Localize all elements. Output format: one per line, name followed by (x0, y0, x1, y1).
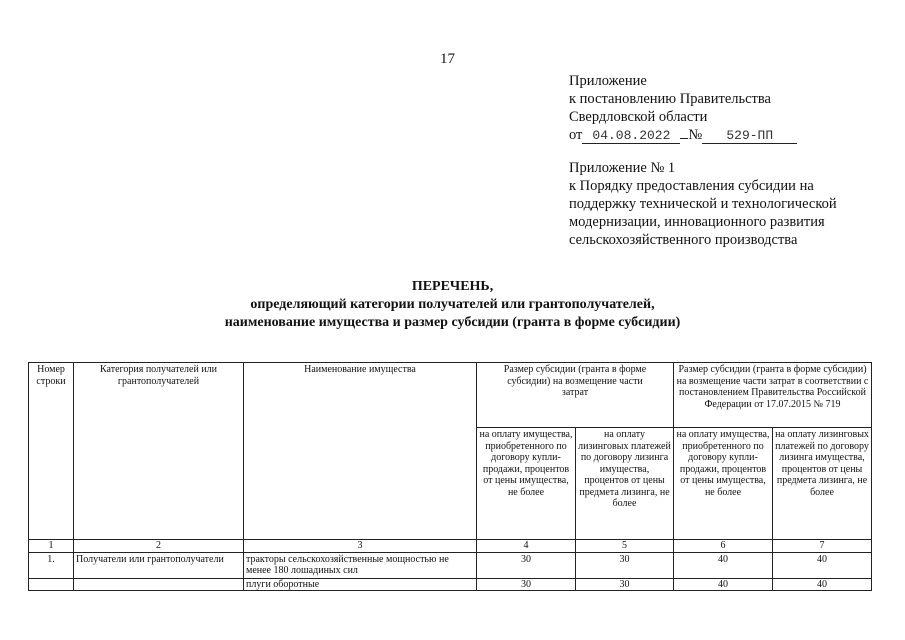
row-number: 1. (29, 552, 74, 578)
decree-number: 529-ПП (702, 128, 797, 144)
column-number: 4 (477, 540, 576, 553)
row-value: 40 (674, 578, 773, 591)
date-prefix: от (569, 127, 583, 143)
header-row (29, 363, 872, 428)
header-row-number: Номер строки (29, 363, 74, 540)
header-category: Категория получателей или грантополучателей (74, 363, 244, 540)
appendix-line: Приложение № 1 (569, 160, 676, 176)
column-number: 6 (674, 540, 773, 553)
appendix-line: Свердловской области (569, 109, 708, 125)
table-row (29, 552, 872, 578)
row-value: 40 (773, 552, 872, 578)
header-property: Наименование имущества (244, 363, 477, 540)
number-prefix: № (688, 127, 703, 143)
row-value: 30 (477, 578, 576, 591)
row-value: 30 (477, 552, 576, 578)
appendix-line: Приложение (569, 73, 647, 89)
subheader-leasing: на оплату лизинговых платежей по договору лизинга имущества, процентов от цены предмета лизинга, не более (773, 428, 872, 540)
title-heading: ПЕРЕЧЕНЬ, (411, 279, 494, 294)
column-number-row (29, 540, 872, 553)
row-category: Получатели или грантополучатели (74, 552, 244, 578)
row-value: 40 (773, 578, 872, 591)
row-value: 30 (576, 552, 674, 578)
appendix-line: к постановлению Правительства (569, 91, 771, 107)
document-title (0, 278, 905, 332)
row-number-cont (29, 578, 74, 591)
decree-date: 04.08.2022 (582, 128, 680, 144)
appendix-one (569, 159, 837, 249)
header-group-a: Размер субсидии (гранта в форме субсидии) на возмещение части затрат (477, 363, 674, 428)
column-number: 5 (576, 540, 674, 553)
header-group-b: Размер субсидии (гранта в форме субсидии) на возмещение части затрат в соответствии с постановлением Правительства Российской Федерации от 17.07.2015 № 719 (674, 363, 872, 428)
row-property: тракторы сельскохозяйственные мощностью не менее 180 лошадиных сил (244, 552, 477, 578)
subheader-leasing: на оплату лизинговых платежей по договору лизинга имущества, процентов от цены предмета лизинга, не более (576, 428, 674, 540)
column-number: 1 (29, 540, 74, 553)
appendix-line: модернизации, инновационного развития (569, 214, 825, 230)
row-value: 30 (576, 578, 674, 591)
appendix-main (569, 72, 797, 144)
column-number: 3 (244, 540, 477, 553)
column-number: 2 (74, 540, 244, 553)
subheader-purchase: на оплату имущества, приобретенного по договору купли-продажи, процентов от цены имущества, не более (477, 428, 576, 540)
appendix-line: к Порядку предоставления субсидии на (569, 178, 814, 194)
column-number: 7 (773, 540, 872, 553)
appendix-date-line (569, 126, 797, 144)
subheader-purchase: на оплату имущества, приобретенного по договору купли-продажи, процентов от цены имущества, не более (674, 428, 773, 540)
appendix-line: поддержку технической и технологической (569, 196, 837, 212)
row-property: плуги оборотные (244, 578, 477, 591)
appendix-line: сельскохозяйственного производства (569, 232, 798, 248)
page-number: 17 (440, 51, 455, 67)
row-category-cont (74, 578, 244, 591)
row-value: 40 (674, 552, 773, 578)
table-row (29, 578, 872, 591)
title-subline: наименование имущества и размер субсидии (гранта в форме субсидии) (224, 315, 681, 330)
subsidy-table (28, 362, 872, 591)
title-subline: определяющий категории получателей или грантополучателей, (250, 297, 655, 312)
